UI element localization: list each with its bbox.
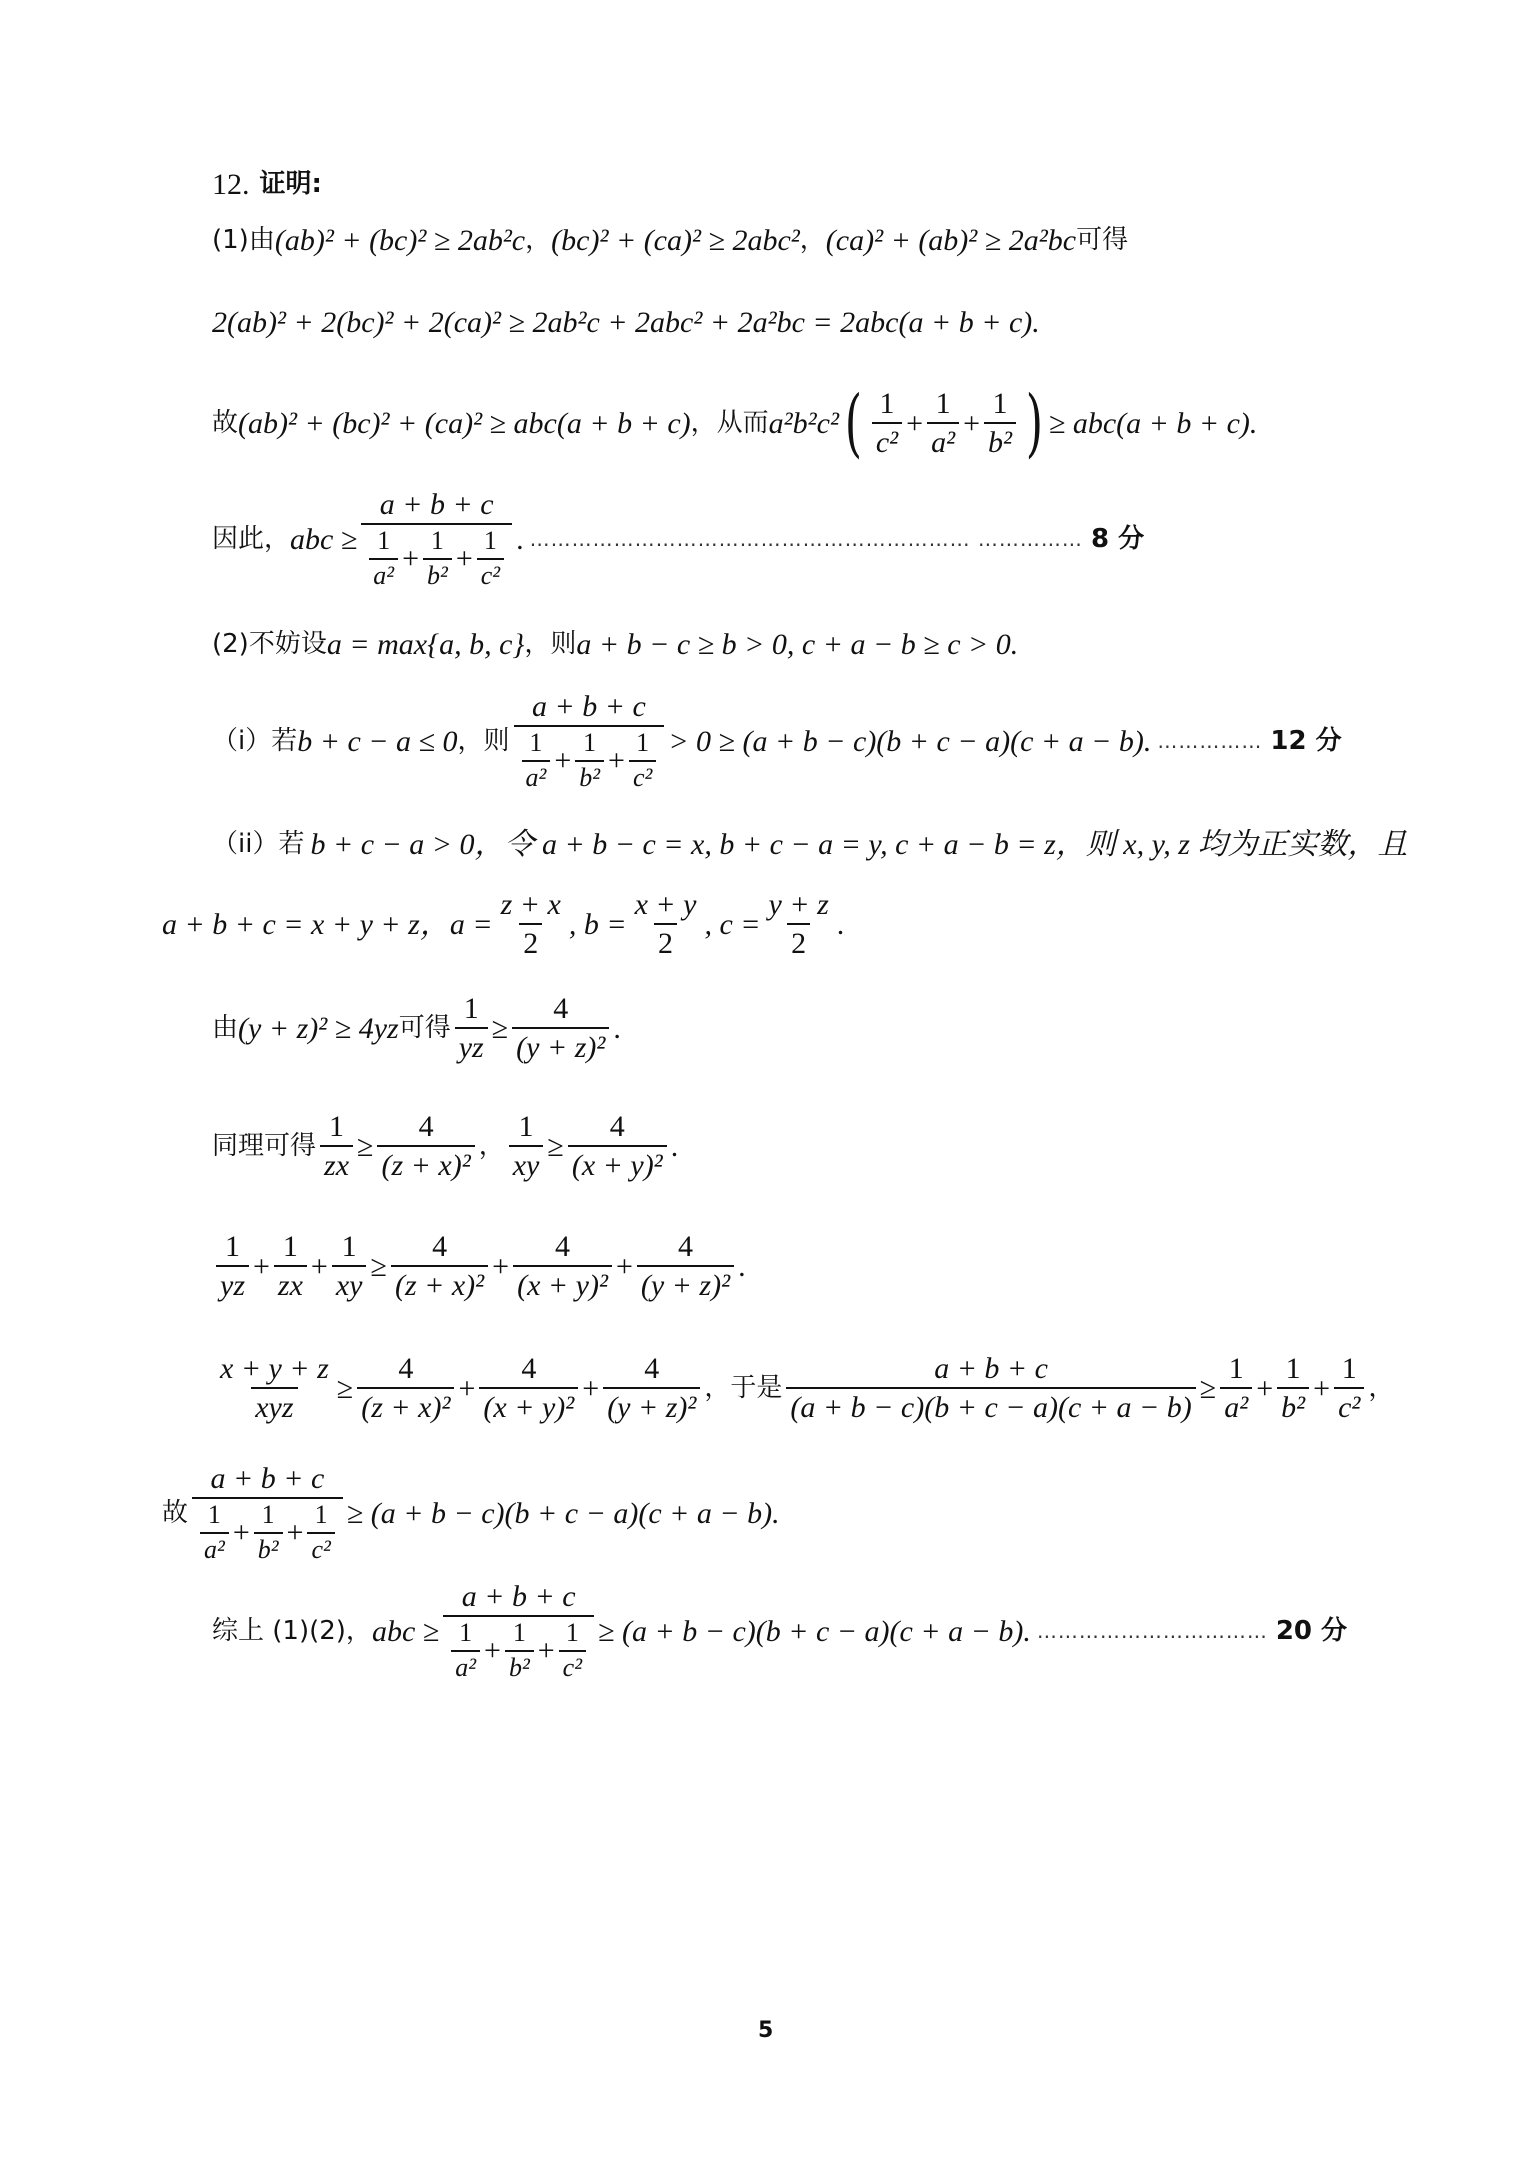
geq-sign: ≥ bbox=[336, 1371, 354, 1405]
plus-sign: + bbox=[582, 1371, 600, 1405]
fraction-denominator: yz bbox=[216, 1265, 249, 1302]
fraction-numerator: 1 bbox=[1341, 1352, 1357, 1385]
fraction-numerator: 4 bbox=[677, 1230, 693, 1263]
fraction-numerator: 4 bbox=[555, 1230, 571, 1263]
plus-sign: + bbox=[484, 1634, 501, 1668]
plus-sign: + bbox=[615, 1249, 633, 1283]
fraction-denominator bbox=[514, 725, 665, 792]
text-segment: ，于是 bbox=[704, 1372, 783, 1403]
fraction bbox=[631, 888, 701, 960]
plus-sign: + bbox=[455, 542, 473, 576]
fraction-denominator: (a + b − c)(b + c − a)(c + a − b) bbox=[786, 1387, 1195, 1424]
math-term: , c = bbox=[704, 907, 761, 941]
left-paren: ( bbox=[844, 380, 863, 466]
text-segment: ， bbox=[478, 1130, 505, 1161]
text-segment: 故 bbox=[162, 1497, 189, 1528]
fraction-numerator: 1 bbox=[565, 1618, 579, 1647]
fraction-numerator: 4 bbox=[644, 1352, 660, 1385]
fraction bbox=[216, 1230, 249, 1302]
fraction-denominator: xy bbox=[332, 1265, 367, 1302]
plus-sign: + bbox=[1313, 1371, 1331, 1405]
ineq-sum bbox=[212, 1230, 746, 1302]
math-term: a²b²c² bbox=[768, 406, 839, 440]
fraction-denominator: b² bbox=[423, 558, 452, 591]
fraction-denominator: a² bbox=[200, 1532, 229, 1565]
fraction-numerator: 4 bbox=[432, 1230, 448, 1263]
fraction bbox=[320, 1110, 353, 1182]
fraction-numerator: 1 bbox=[992, 387, 1008, 420]
fraction-numerator: y + z bbox=[768, 888, 829, 921]
fraction-denominator: (z + x)² bbox=[391, 1265, 488, 1302]
fraction bbox=[455, 992, 488, 1064]
fraction-numerator: 1 bbox=[935, 387, 951, 420]
fraction bbox=[603, 1352, 700, 1424]
fraction-numerator: 1 bbox=[512, 1618, 526, 1647]
text-segment: 综上 (1)(2)， bbox=[212, 1615, 372, 1646]
plus-sign: + bbox=[402, 542, 420, 576]
problem-heading-label: 证明: bbox=[259, 169, 322, 200]
fraction-denominator: a² bbox=[1220, 1387, 1252, 1424]
fraction bbox=[765, 888, 833, 960]
fraction bbox=[513, 1230, 612, 1302]
fraction bbox=[361, 488, 512, 590]
math-term: , b = bbox=[568, 907, 627, 941]
fraction-denominator: 2 bbox=[519, 923, 542, 960]
fraction-numerator: 1 bbox=[879, 387, 895, 420]
plus-sign: + bbox=[554, 744, 572, 778]
text-segment: (2)不妨设 bbox=[212, 629, 327, 660]
math-inequality: ≥ abc(a + b + c). bbox=[1048, 406, 1258, 440]
fraction-denominator: zx bbox=[274, 1265, 307, 1302]
fraction-denominator: c² bbox=[307, 1532, 334, 1565]
geq-sign: ≥ bbox=[357, 1129, 374, 1163]
fraction bbox=[522, 729, 551, 792]
plus-sign: + bbox=[906, 406, 924, 440]
fraction bbox=[505, 1619, 534, 1682]
fraction bbox=[216, 1352, 333, 1424]
fraction-numerator: 1 bbox=[459, 1618, 473, 1647]
plus-sign: + bbox=[458, 1371, 476, 1405]
fraction bbox=[512, 992, 609, 1064]
period: . bbox=[670, 1129, 679, 1163]
fraction-numerator: 4 bbox=[398, 1352, 414, 1385]
fraction-denominator: zx bbox=[320, 1145, 353, 1182]
fraction-denominator: a² bbox=[522, 760, 551, 793]
fraction-denominator: (z + x)² bbox=[377, 1145, 474, 1182]
plus-sign: + bbox=[608, 744, 625, 778]
math-inequality: b + c − a ≤ 0 bbox=[297, 724, 458, 758]
fraction-numerator: 1 bbox=[463, 992, 479, 1025]
text-segment: ， bbox=[525, 225, 552, 256]
fraction-denominator: b² bbox=[254, 1532, 283, 1565]
plus-sign: + bbox=[963, 406, 980, 440]
fraction bbox=[984, 387, 1016, 459]
fraction-denominator: c² bbox=[559, 1650, 586, 1683]
fraction bbox=[1334, 1352, 1364, 1424]
fraction bbox=[559, 1619, 586, 1682]
plus-sign: + bbox=[286, 1516, 304, 1550]
fraction-denominator: (x + y)² bbox=[568, 1145, 667, 1182]
period: . bbox=[613, 1011, 621, 1045]
fraction bbox=[497, 888, 565, 960]
score-label: 12 分 bbox=[1270, 725, 1342, 756]
math-inequality: a + b − c ≥ b > 0, c + a − b ≥ c > 0. bbox=[576, 628, 1019, 661]
text-segment: ，则 bbox=[524, 629, 577, 660]
math-inequality: (ca)² + (ab)² ≥ 2a²bc bbox=[825, 224, 1077, 257]
ineq-similar bbox=[212, 1110, 678, 1182]
fraction bbox=[377, 1110, 474, 1182]
math-equation: a + b + c = x + y + z， bbox=[162, 907, 450, 941]
fraction bbox=[629, 729, 656, 792]
case-ii bbox=[212, 828, 1407, 861]
math-equation: 2(ab)² + 2(bc)² + 2(ca)² ≥ 2ab²c + 2abc² + 2a²bc = 2abc(a + b + c). bbox=[212, 306, 1040, 339]
part2-intro bbox=[212, 628, 1018, 661]
ineq-xyz bbox=[212, 1352, 1394, 1424]
fraction bbox=[391, 1230, 488, 1302]
math-text: b + c − a > 0，令 a + b − c = x, b + c − a = y, c + a − b = z，则 x, y, z 均为正实数，且 bbox=[310, 828, 1408, 861]
fraction-numerator: 1 bbox=[529, 728, 543, 757]
fraction-denominator: c² bbox=[872, 422, 902, 459]
text-segment: ， bbox=[799, 225, 826, 256]
math-inequality: ≥ (a + b − c)(b + c − a)(c + a − b). bbox=[346, 1496, 780, 1530]
text-segment: ，则 bbox=[457, 725, 510, 756]
fraction bbox=[443, 1580, 594, 1682]
fraction-denominator: (x + y)² bbox=[479, 1387, 578, 1424]
plus-sign: + bbox=[537, 1634, 555, 1668]
fraction bbox=[575, 729, 604, 792]
score-leader-dots: …………………………… bbox=[1036, 1619, 1268, 1644]
fraction-denominator bbox=[192, 1497, 343, 1564]
fraction-numerator: 1 bbox=[377, 526, 391, 555]
fraction-denominator bbox=[361, 523, 512, 590]
fraction-denominator: c² bbox=[629, 760, 656, 793]
fraction bbox=[192, 1462, 343, 1564]
period: . bbox=[836, 907, 845, 941]
fraction bbox=[423, 527, 452, 590]
case-ii-substitution bbox=[162, 888, 844, 960]
fraction-denominator: (z + x)² bbox=[357, 1387, 454, 1424]
fraction-denominator: b² bbox=[505, 1650, 534, 1683]
fraction-numerator: x + y bbox=[634, 888, 697, 921]
fraction-numerator: 1 bbox=[314, 1500, 328, 1529]
plus-sign: + bbox=[253, 1249, 270, 1283]
math-inequality: ≥ (a + b − c)(b + c − a)(c + a − b). bbox=[598, 1614, 1031, 1648]
fraction-numerator: 1 bbox=[518, 1110, 534, 1143]
fraction-numerator: 1 bbox=[1285, 1352, 1301, 1385]
part1-line1 bbox=[212, 224, 1128, 257]
fraction bbox=[1277, 1352, 1309, 1424]
fraction-denominator: yz bbox=[455, 1027, 488, 1064]
problem-number: 12. bbox=[212, 168, 250, 201]
fraction-numerator: a + b + c bbox=[210, 1462, 325, 1495]
part1-line3 bbox=[212, 380, 1258, 466]
fraction-numerator: 4 bbox=[418, 1110, 434, 1143]
fraction-numerator: 1 bbox=[282, 1230, 298, 1263]
math-inequality: (bc)² + (ca)² ≥ 2abc² bbox=[551, 224, 800, 257]
fraction bbox=[357, 1352, 454, 1424]
geq-sign: ≥ bbox=[1199, 1371, 1217, 1405]
fraction-denominator: xyz bbox=[251, 1387, 297, 1424]
math-inequality: > 0 ≥ (a + b − c)(b + c − a)(c + a − b). bbox=[668, 724, 1152, 758]
right-paren: ) bbox=[1025, 380, 1044, 466]
fraction-numerator: 1 bbox=[430, 526, 444, 555]
text-segment: 可得 bbox=[1076, 225, 1129, 256]
math-equation: a = max{a, b, c} bbox=[326, 628, 525, 661]
text-segment: 故 bbox=[212, 407, 239, 438]
fraction-denominator: (y + z)² bbox=[603, 1387, 700, 1424]
fraction-denominator: (y + z)² bbox=[637, 1265, 734, 1302]
period: . bbox=[516, 522, 524, 556]
fraction-numerator: 4 bbox=[553, 992, 569, 1025]
fraction-denominator: c² bbox=[477, 558, 504, 591]
math-inequality: (y + z)² ≥ 4yz bbox=[238, 1011, 399, 1045]
plus-sign: + bbox=[310, 1249, 328, 1283]
fraction-denominator: xy bbox=[509, 1145, 544, 1182]
fraction-numerator: 1 bbox=[636, 728, 650, 757]
text-segment: ，从而 bbox=[690, 407, 769, 438]
plus-sign: + bbox=[232, 1516, 250, 1550]
text-segment: 同理可得 bbox=[212, 1130, 317, 1161]
math-term: a = bbox=[449, 907, 493, 941]
fraction-denominator: b² bbox=[1277, 1387, 1309, 1424]
fraction-denominator: a² bbox=[369, 558, 398, 591]
fraction bbox=[872, 387, 902, 459]
fraction-numerator: z + x bbox=[500, 888, 561, 921]
fraction-denominator: c² bbox=[1334, 1387, 1364, 1424]
fraction bbox=[514, 690, 665, 792]
fraction-numerator: 1 bbox=[329, 1110, 345, 1143]
fraction bbox=[254, 1501, 283, 1564]
fraction-denominator bbox=[443, 1615, 594, 1682]
fraction-numerator: 1 bbox=[1228, 1352, 1244, 1385]
fraction bbox=[568, 1110, 667, 1182]
fraction bbox=[1220, 1352, 1252, 1424]
math-inequality: (ab)² + (bc)² + (ca)² ≥ abc(a + b + c) bbox=[238, 406, 691, 440]
fraction bbox=[786, 1352, 1195, 1424]
case-label: （i）若 bbox=[212, 725, 298, 756]
fraction-numerator: 1 bbox=[341, 1230, 357, 1263]
fraction-numerator: 1 bbox=[583, 728, 597, 757]
geq-sign: ≥ bbox=[491, 1011, 509, 1045]
fraction-numerator: 1 bbox=[207, 1500, 221, 1529]
page-number: 5 bbox=[758, 2018, 774, 2043]
fraction-numerator: a + b + c bbox=[379, 488, 494, 521]
score-label: 8 分 bbox=[1090, 523, 1145, 554]
fraction-denominator: 2 bbox=[787, 923, 810, 960]
fraction bbox=[927, 387, 959, 459]
fraction-denominator: b² bbox=[984, 422, 1016, 459]
fraction-numerator: 1 bbox=[225, 1230, 240, 1263]
fraction-numerator: 1 bbox=[483, 526, 497, 555]
text-segment: 因此， bbox=[212, 523, 291, 554]
period: . bbox=[738, 1249, 746, 1283]
fraction-numerator: 4 bbox=[521, 1352, 537, 1385]
part1-line2 bbox=[212, 306, 1040, 339]
geq-sign: ≥ bbox=[370, 1249, 387, 1283]
fraction bbox=[637, 1230, 734, 1302]
fraction bbox=[200, 1501, 229, 1564]
math-term: abc ≥ bbox=[371, 1614, 440, 1648]
fraction bbox=[509, 1110, 544, 1182]
fraction-denominator: a² bbox=[451, 1650, 480, 1683]
fraction-numerator: a + b + c bbox=[934, 1352, 1048, 1385]
fraction bbox=[274, 1230, 307, 1302]
final-conclusion bbox=[212, 1580, 1347, 1682]
text-segment: 可得 bbox=[398, 1012, 451, 1043]
part1-line4 bbox=[212, 488, 1144, 590]
fraction-numerator: 4 bbox=[609, 1110, 625, 1143]
fraction bbox=[451, 1619, 480, 1682]
problem-heading bbox=[212, 168, 322, 201]
ineq-yz bbox=[212, 992, 621, 1064]
conclusion-case-ii bbox=[162, 1462, 780, 1564]
geq-sign: ≥ bbox=[547, 1129, 564, 1163]
fraction-denominator: b² bbox=[575, 760, 604, 793]
score-leader-dots: …………… bbox=[1157, 729, 1263, 754]
fraction-denominator: a² bbox=[927, 422, 959, 459]
fraction-denominator: 2 bbox=[654, 923, 677, 960]
fraction-numerator: a + b + c bbox=[532, 690, 646, 723]
fraction-denominator: (x + y)² bbox=[513, 1265, 612, 1302]
plus-sign: + bbox=[492, 1249, 510, 1283]
math-term: abc ≥ bbox=[290, 522, 358, 556]
plus-sign: + bbox=[1256, 1371, 1274, 1405]
fraction bbox=[479, 1352, 578, 1424]
case-i bbox=[212, 690, 1342, 792]
case-label: （ii）若 bbox=[212, 829, 305, 860]
score-label: 20 分 bbox=[1275, 1615, 1348, 1646]
fraction bbox=[369, 527, 398, 590]
fraction-numerator: a + b + c bbox=[461, 1580, 576, 1613]
fraction-numerator: x + y + z bbox=[220, 1352, 329, 1385]
math-inequality: (ab)² + (bc)² ≥ 2ab²c bbox=[274, 224, 526, 257]
fraction bbox=[332, 1230, 367, 1302]
text-segment: ， bbox=[1368, 1372, 1395, 1403]
text-segment: 由 bbox=[212, 1012, 239, 1043]
fraction bbox=[307, 1501, 334, 1564]
fraction-numerator: 1 bbox=[261, 1500, 275, 1529]
score-leader-dots: ……………………………………………………… …………… bbox=[529, 527, 1083, 552]
text-segment: (1)由 bbox=[212, 225, 275, 256]
fraction bbox=[477, 527, 504, 590]
fraction-denominator: (y + z)² bbox=[512, 1027, 609, 1064]
